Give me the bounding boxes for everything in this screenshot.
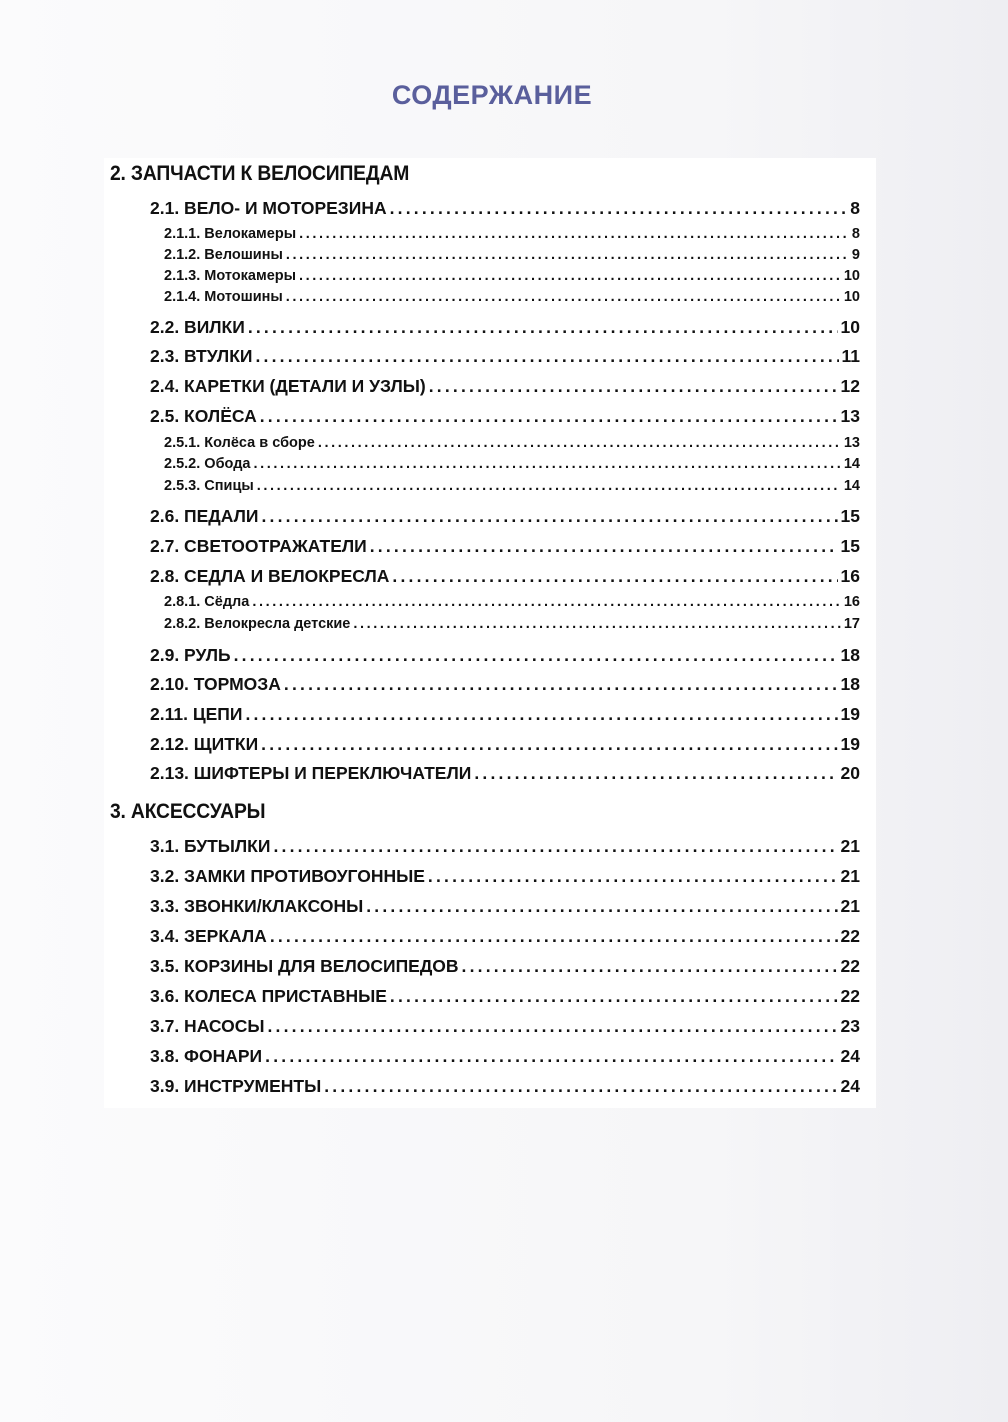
dot-leader: [299, 268, 841, 284]
toc-entry: [150, 734, 860, 755]
toc-entry-label: 2.1.4. Мотошины: [164, 289, 283, 305]
toc-entry-page: 10: [843, 289, 860, 305]
toc-entry-label: 2.3. ВТУЛКИ: [150, 346, 253, 366]
dot-leader: [390, 986, 838, 1007]
section-heading: 3. АКСЕССУАРЫ: [110, 800, 266, 823]
dot-leader: [474, 763, 837, 784]
toc-entry-label: 2.5.1. Колёса в сборе: [164, 435, 315, 451]
dot-leader: [286, 247, 847, 263]
dot-leader: [267, 1016, 837, 1037]
toc-entry-label: 2.1.2. Велошины: [164, 247, 283, 263]
toc-entry-label: 2.5.3. Спицы: [164, 478, 254, 494]
toc-entry-label: 3.2. ЗАМКИ ПРОТИВОУГОННЫЕ: [150, 866, 425, 886]
dot-leader: [265, 1046, 837, 1067]
toc-entry: [150, 896, 860, 917]
dot-leader: [270, 926, 838, 947]
toc-entry: [150, 866, 860, 887]
toc-entry: [164, 616, 860, 632]
toc-entry-label: 2.13. ШИФТЕРЫ И ПЕРЕКЛЮЧАТЕЛИ: [150, 763, 472, 783]
section-heading: 2. ЗАПЧАСТИ К ВЕЛОСИПЕДАМ: [110, 162, 410, 185]
dot-leader: [253, 456, 840, 472]
dot-leader: [370, 536, 838, 557]
toc-entry-page: 20: [840, 763, 860, 783]
dot-leader: [261, 506, 837, 527]
toc-entry: [150, 198, 860, 219]
dot-leader: [257, 478, 841, 494]
toc-entry: [150, 674, 860, 695]
toc-entry-page: 21: [840, 866, 860, 886]
toc-entry-label: 2.11. ЦЕПИ: [150, 704, 243, 724]
toc-entry-page: 15: [840, 506, 860, 526]
toc-entry-page: 16: [840, 566, 860, 586]
dot-leader: [324, 1076, 837, 1097]
toc-entry-page: 14: [843, 478, 860, 494]
toc-entry-label: 2.2. ВИЛКИ: [150, 317, 245, 337]
toc-entry-page: 16: [843, 594, 860, 610]
toc-entry-page: 18: [840, 674, 860, 694]
toc-entry-page: 10: [843, 268, 860, 284]
toc-entry-page: 24: [840, 1076, 860, 1096]
toc-entry-label: 2.1. ВЕЛО- И МОТОРЕЗИНА: [150, 198, 387, 218]
toc-entry-page: 8: [850, 198, 860, 218]
toc-entry: [164, 478, 860, 494]
toc-entry-label: 2.12. ЩИТКИ: [150, 734, 259, 754]
page-title: СОДЕРЖАНИЕ: [391, 80, 593, 110]
toc-entry: [164, 289, 860, 305]
toc-entry: [150, 376, 860, 397]
toc-entry-label: 3.5. КОРЗИНЫ ДЛЯ ВЕЛОСИПЕДОВ: [150, 956, 459, 976]
toc-entry-label: 3.8. ФОНАРИ: [150, 1046, 263, 1066]
dot-leader: [392, 566, 837, 587]
dot-leader: [255, 346, 838, 367]
dot-leader: [284, 674, 838, 695]
toc-entry-page: 19: [840, 734, 860, 754]
dot-leader: [428, 866, 838, 887]
dot-leader: [286, 289, 841, 305]
dot-leader: [390, 198, 847, 219]
toc-entry: [150, 763, 860, 784]
toc-entry: [150, 1076, 860, 1097]
toc-entry-label: 2.8. СЕДЛА И ВЕЛОКРЕСЛА: [150, 566, 390, 586]
toc-entry: [150, 645, 860, 666]
toc-entry-label: 2.9. РУЛЬ: [150, 645, 231, 665]
toc-entry: [164, 268, 860, 284]
toc-entry: [164, 435, 860, 451]
dot-leader: [261, 734, 837, 755]
dot-leader: [260, 406, 838, 427]
toc-entry-page: 18: [840, 645, 860, 665]
toc-entry-label: 2.1.1. Велокамеры: [164, 226, 297, 242]
dot-leader: [318, 435, 841, 451]
toc-entry-page: 14: [843, 456, 860, 472]
toc-entry-page: 23: [840, 1016, 860, 1036]
toc-entry: [164, 247, 860, 263]
toc-entry-page: 8: [851, 226, 860, 242]
toc-entry-label: 2.8.1. Сёдла: [164, 594, 250, 610]
toc-entry-page: 10: [840, 317, 860, 337]
toc-entry-label: 2.4. КАРЕТКИ (ДЕТАЛИ И УЗЛЫ): [150, 376, 426, 396]
dot-leader: [299, 226, 847, 242]
dot-leader: [273, 836, 837, 857]
toc-entry-label: 2.5.2. Обода: [164, 456, 251, 472]
toc-entry-label: 2.5. КОЛЁСА: [150, 406, 257, 426]
dot-leader: [353, 616, 840, 632]
toc-entry-page: 22: [840, 926, 860, 946]
toc-entry-page: 22: [840, 956, 860, 976]
toc-entry: [150, 406, 860, 427]
toc-entry-label: 2.10. ТОРМОЗА: [150, 674, 281, 694]
toc-entry-page: 24: [840, 1046, 860, 1066]
toc-entry-label: 2.7. СВЕТООТРАЖАТЕЛИ: [150, 536, 367, 556]
dot-leader: [245, 704, 837, 725]
toc-entry-page: 13: [840, 406, 860, 426]
toc-entry: [150, 1016, 860, 1037]
toc-entry-label: 2.8.2. Велокресла детские: [164, 616, 351, 632]
toc-entry: [150, 926, 860, 947]
dot-leader: [234, 645, 838, 666]
toc-entry: [150, 986, 860, 1007]
toc-entry: [150, 836, 860, 857]
toc-entry-label: 3.4. ЗЕРКАЛА: [150, 926, 267, 946]
toc-entry-page: 22: [840, 986, 860, 1006]
toc-entry-page: 21: [840, 896, 860, 916]
toc-entry: [150, 566, 860, 587]
toc-entry: [150, 317, 860, 338]
toc-entry: [150, 704, 860, 725]
toc-entry: [164, 456, 860, 472]
toc-entry: [150, 1046, 860, 1067]
toc-entry: [150, 346, 860, 367]
dot-leader: [252, 594, 841, 610]
toc-entry-page: 9: [851, 247, 860, 263]
dot-leader: [366, 896, 837, 917]
dot-leader: [462, 956, 838, 977]
toc-entry: [164, 594, 860, 610]
toc-entry: [150, 536, 860, 557]
toc-entry: [164, 226, 860, 242]
toc-entry-label: 3.7. НАСОСЫ: [150, 1016, 265, 1036]
toc-entry: [150, 506, 860, 527]
toc-entry-label: 3.1. БУТЫЛКИ: [150, 836, 271, 856]
toc-entry-label: 3.3. ЗВОНКИ/КЛАКСОНЫ: [150, 896, 364, 916]
toc-entry-page: 13: [843, 435, 860, 451]
toc-entry: [150, 956, 860, 977]
dot-leader: [429, 376, 838, 397]
toc-entry-page: 15: [840, 536, 860, 556]
toc-entry-page: 17: [843, 616, 860, 632]
toc-entry-page: 21: [840, 836, 860, 856]
toc-entry-label: 3.9. ИНСТРУМЕНТЫ: [150, 1076, 322, 1096]
toc-entry-page: 19: [840, 704, 860, 724]
toc-entry-label: 3.6. КОЛЕСА ПРИСТАВНЫЕ: [150, 986, 387, 1006]
toc-entry-page: 11: [841, 346, 860, 366]
dot-leader: [248, 317, 838, 338]
toc-entry-label: 2.1.3. Мотокамеры: [164, 268, 297, 284]
toc-entry-label: 2.6. ПЕДАЛИ: [150, 506, 259, 526]
toc-entry-page: 12: [840, 376, 860, 396]
